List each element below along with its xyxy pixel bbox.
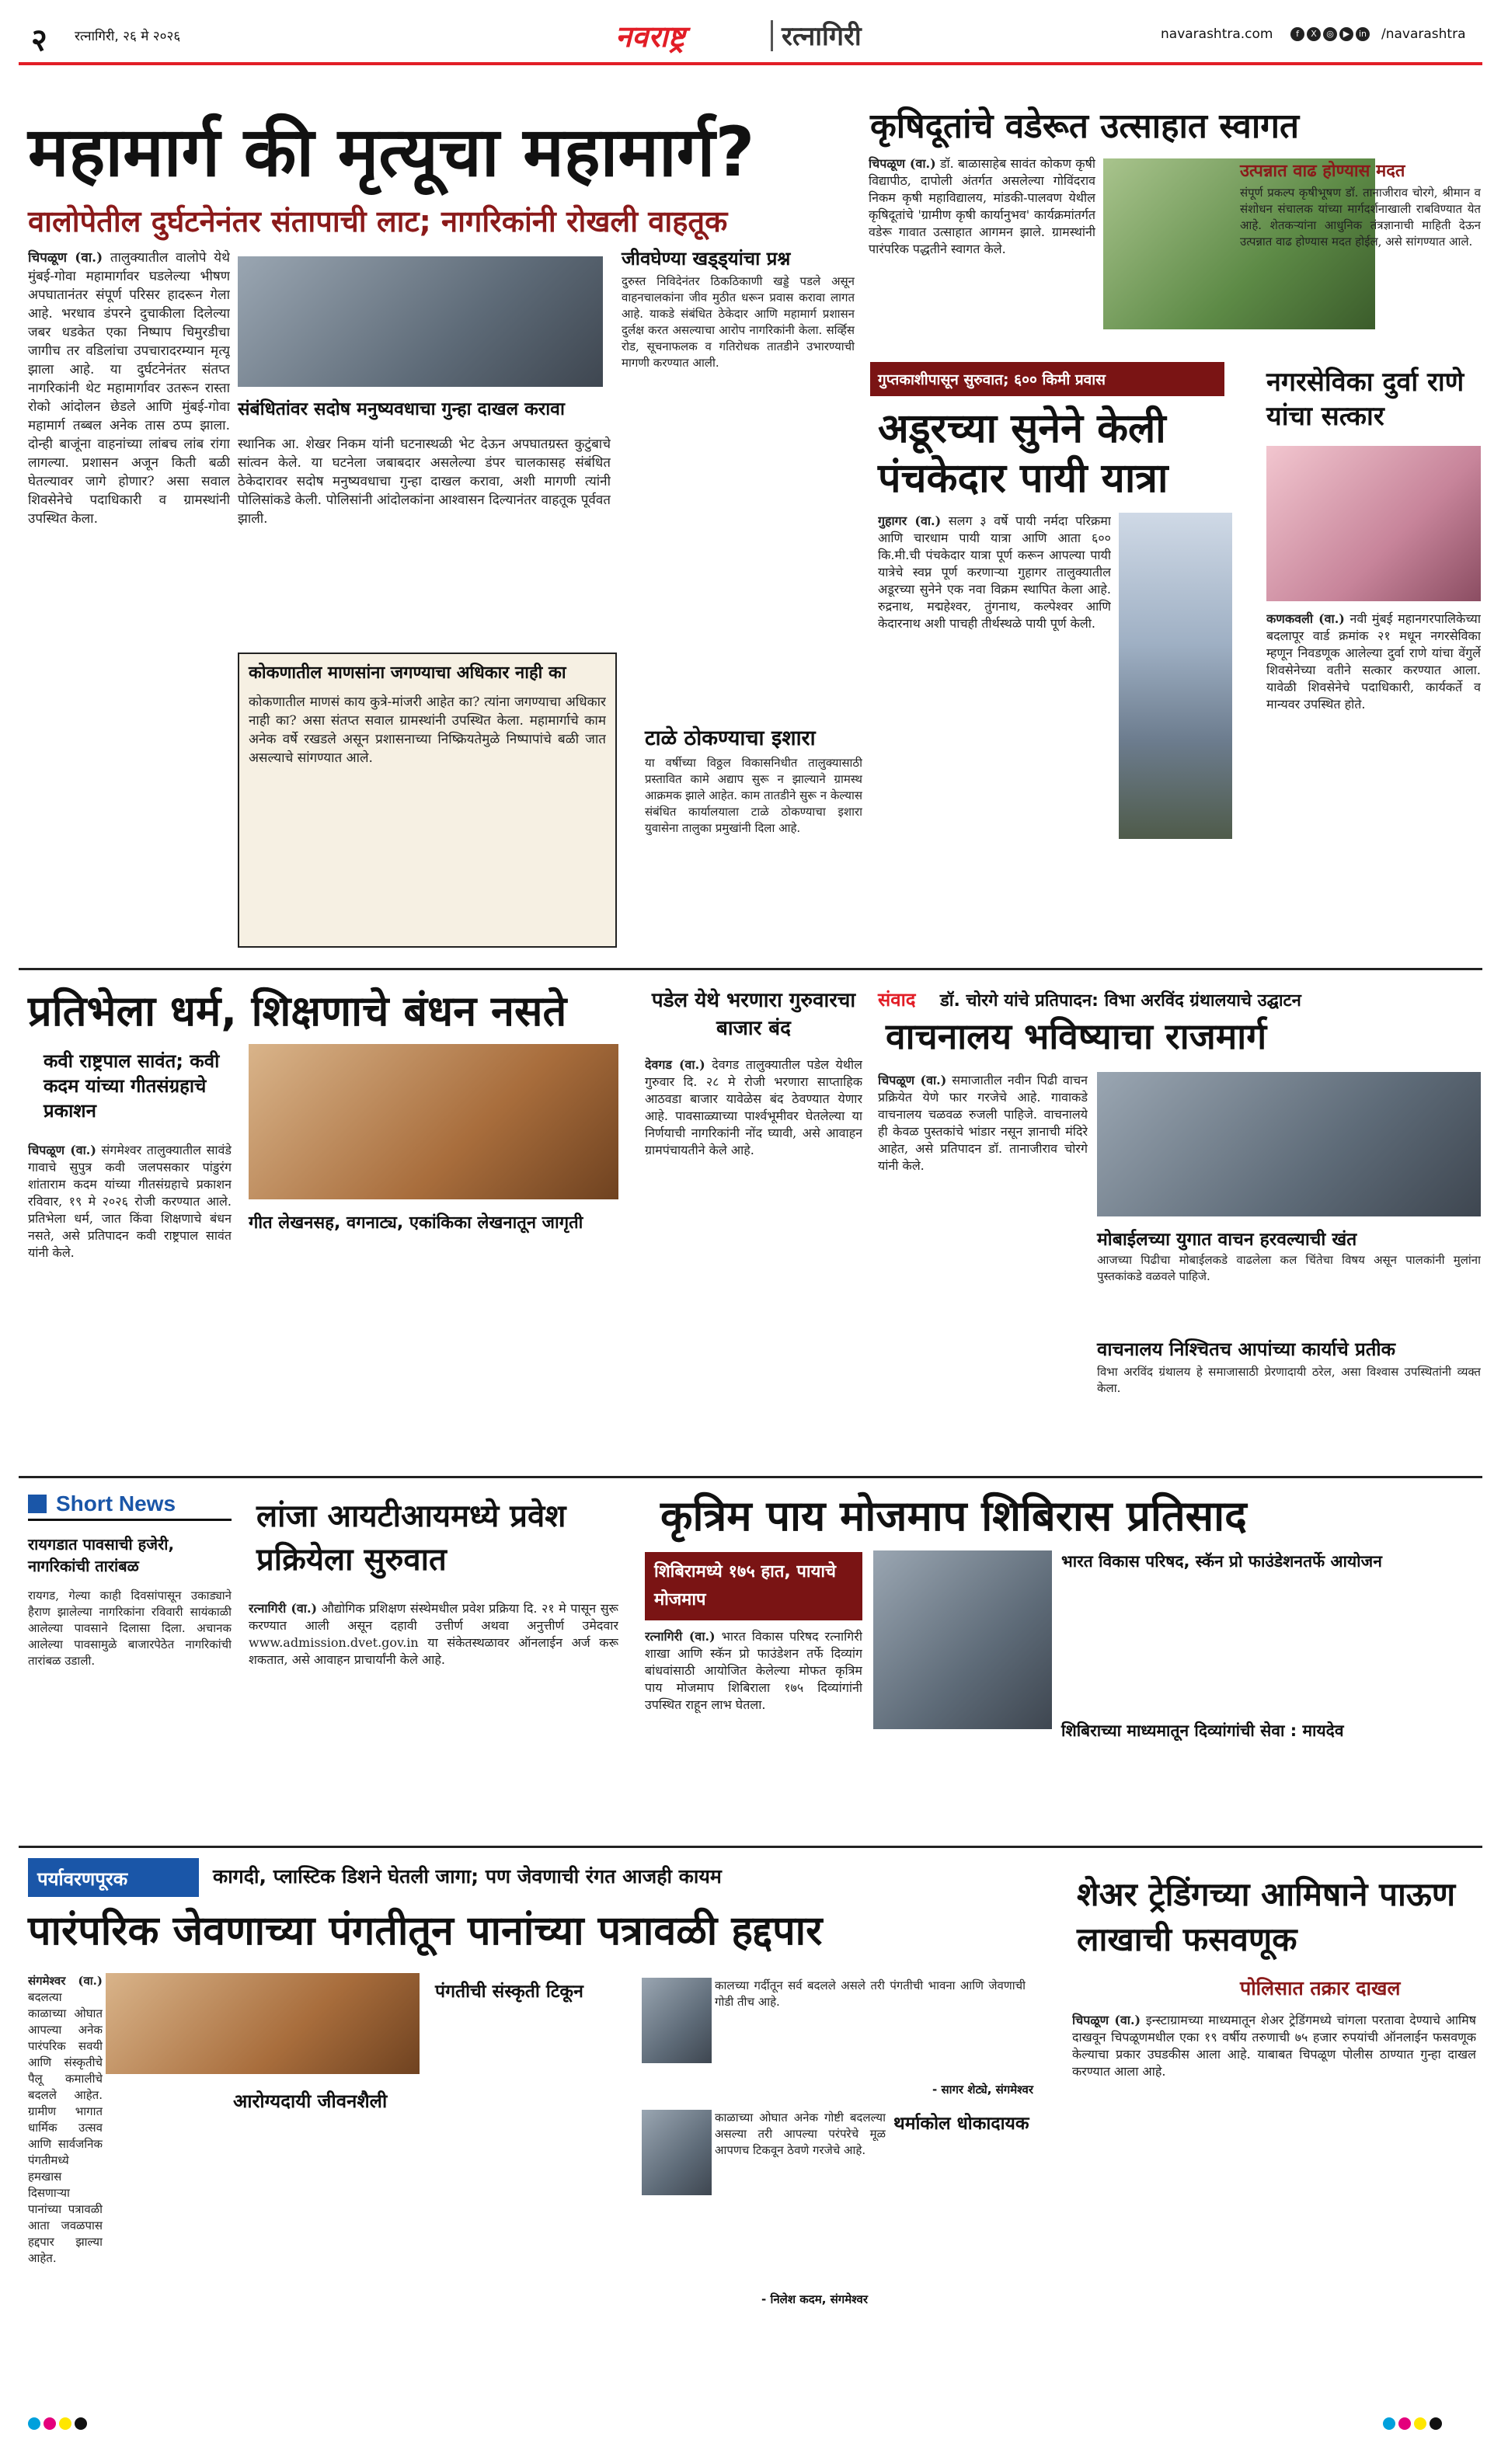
paryavaran-dateline: संगमेश्वर (वा.) bbox=[28, 1974, 103, 1988]
paay-side-title: भारत विकास परिषद, स्कॅन प्रो फाउंडेशनतर्फे आयोजन bbox=[1061, 1552, 1382, 1571]
vachan-sub1-body: आजच्या पिढीचा मोबाईलकडे वाढलेला कल चिंतेचा विषय असून पालकांनी मुलांना पुस्तकांकडे वळवले पाहिजे. bbox=[1097, 1253, 1481, 1283]
lead-box-title: जीवघेण्या खड्ड्यांचा प्रश्न bbox=[622, 248, 791, 270]
short-news-label-box bbox=[28, 1490, 232, 1521]
section-divider-2 bbox=[19, 1476, 1482, 1478]
share-text: इन्स्टाग्रामच्या माध्यमातून शेअर ट्रेडिंगमध्ये चांगला परतावा देण्याचे आमिष दाखवून चिपळूणमधील एका १९ वर्षीय तरुणाची ७५ हजार रुपयांची ऑनलाईन फसवणूक केल्याचा प्रकार उघडकीस आला आहे. याबाबत चिपळूण पोलीस ठाण्यात गुन्हा दाखल करण्यात आला आहे. bbox=[1072, 2013, 1476, 2079]
gupt-kicker-box bbox=[870, 362, 1224, 396]
vachan-sub2-body: विभा अरविंद ग्रंथालय हे समाजासाठी प्रेरणादायी ठरेल, असा विश्वास उपस्थितांनी व्यक्त केला. bbox=[1097, 1365, 1481, 1395]
section-divider-3 bbox=[19, 1846, 1482, 1848]
paay-caption: शिबिराच्या माध्यमातून दिव्यांगांची सेवा : मायदेव bbox=[1061, 1721, 1344, 1740]
dharma-caption: गीत लेखनसह, वगनाट्य, एकांकिका लेखनातून जागृती bbox=[249, 1213, 583, 1233]
vachan-kicker: संवाद bbox=[878, 989, 916, 1011]
social-handle: /navarashtra bbox=[1381, 26, 1466, 42]
krushi-dateline: चिपळूण (वा.) bbox=[869, 156, 936, 171]
gupt-body bbox=[878, 513, 1111, 901]
gupt-dateline: गुहागर (वा.) bbox=[878, 513, 942, 528]
vachan-headline: वाचनालय भविष्याचा राजमार्ग bbox=[886, 1015, 1267, 1057]
share-body bbox=[1072, 2012, 1476, 2377]
cyan-mark bbox=[28, 2417, 40, 2430]
edition-name: रत्नागिरी bbox=[782, 21, 862, 52]
facebook-icon[interactable]: f bbox=[1290, 27, 1304, 41]
quote1-photo bbox=[642, 1978, 712, 2063]
padele-dateline: देवगड (वा.) bbox=[645, 1057, 705, 1072]
gupt-photo bbox=[1119, 513, 1232, 839]
iti-dateline: रत्नागिरी (वा.) bbox=[249, 1601, 318, 1616]
padele-headline: पडेल येथे भरणारा गुरुवारचा बाजार बंद bbox=[651, 989, 856, 1040]
paryavaran-sub2: आरोग्यदायी जीवनशैली bbox=[233, 2090, 388, 2112]
short-news-icon bbox=[28, 1495, 47, 1513]
paryavaran-sub3: थर्माकोल धोकादायक bbox=[893, 2114, 1029, 2134]
instagram-icon[interactable]: ◎ bbox=[1323, 27, 1337, 41]
yellow-mark-right bbox=[1414, 2417, 1426, 2430]
iti-text: औद्योगिक प्रशिक्षण संस्थेमधील प्रवेश प्रक्रिया दि. २१ मे पासून सुरू करण्यात आली असून दहावी उत्तीर्ण अथवा अनुत्तीर्ण उमेदवार www.admission.dvet.gov.in या संकेतस्थळावर ऑनलाईन अर्ज करू शकतात, असे आवाहन प्राचार्यांनी केले आहे. bbox=[249, 1601, 618, 1667]
cyan-mark-right bbox=[1383, 2417, 1395, 2430]
nagarsevika-dateline: कणकवली (वा.) bbox=[1266, 611, 1345, 626]
paryavaran-badge bbox=[28, 1858, 199, 1897]
color-registration-marks-right bbox=[1383, 2417, 1445, 2433]
vachan-sub2: वाचनालय निश्चितच आपांच्या कार्याचे प्रतीक bbox=[1097, 1338, 1396, 1360]
paay-box bbox=[645, 1552, 862, 1620]
short-news-body: रायगड, गेल्या काही दिवसांपासून उकाड्याने हैराण झालेल्या नागरिकांना रविवारी सायंकाळी आलेल्या पावसाने दिलासा दिला. अचानक आलेल्या पावसामुळे बाजारपेठेत नागरिकांची तारांबळ उडाली. bbox=[28, 1589, 232, 1668]
yellow-mark bbox=[59, 2417, 71, 2430]
gupt-text: सलग ३ वर्षे पायी नर्मदा परिक्रमा आणि चारधाम पायी यात्रा आणि आता ६०० कि.मी.ची पंचकेदार यात्रा पूर्ण करून आपल्या पायी यात्रेचे स्वप्न पूर्ण करणाऱ्या गुहागर तालुक्यातील अडूरच्या सुनेने एक नवा विक्रम स्थापित केला आहे. रुद्रनाथ, मद्महेश्वर, तुंगनाथ, कल्पेश्वर आणि केदारनाथ अशी पाचही तीर्थस्थळे पायी पूर्ण केली. bbox=[878, 513, 1111, 631]
short-news-label: Short News bbox=[56, 1491, 176, 1516]
share-dateline: चिपळूण (वा.) bbox=[1072, 2013, 1141, 2027]
section-divider bbox=[19, 968, 1482, 970]
paryavaran-quote2-by: - निलेश कदम, संगमेश्वर bbox=[761, 2292, 869, 2306]
dharma-dateline: चिपळूण (वा.) bbox=[28, 1143, 96, 1157]
lead-info-body: कोकणातील माणसं काय कुत्रे-मांजरी आहेत का? त्यांना जगण्याचा अधिकार नाही का? असा संतप्त सवाल ग्रामस्थांनी उपस्थित केला. महामार्गाचे काम अनेक वर्षे रखडले असून प्रशासनाच्या निष्क्रियतेमुळे निष्पापांचे बळी जात असल्याचे सांगण्यात आले. bbox=[249, 694, 606, 766]
x-icon[interactable]: X bbox=[1307, 27, 1321, 41]
paryavaran-badge-text: पर्यावरणपूरक bbox=[37, 1868, 128, 1890]
paryavaran-body bbox=[28, 1973, 103, 2393]
youtube-icon[interactable]: ▶ bbox=[1339, 27, 1353, 41]
magenta-mark bbox=[44, 2417, 56, 2430]
nagarsevika-body bbox=[1266, 611, 1481, 968]
dharma-headline: प्रतिभेला धर्म, शिक्षणाचे बंधन नसते bbox=[28, 987, 567, 1035]
vachan-dateline: चिपळूण (वा.) bbox=[878, 1073, 947, 1088]
paay-headline: कृत्रिम पाय मोजमाप शिबिरास प्रतिसाद bbox=[660, 1491, 1247, 1540]
gupt-headline: अडूरच्या सुनेने केली पंचकेदार पायी यात्रा bbox=[878, 405, 1168, 502]
linkedin-icon[interactable]: in bbox=[1356, 27, 1370, 41]
gupt-kicker: गुप्तकाशीपासून सुरुवात; ६०० किमी प्रवास bbox=[878, 371, 1106, 388]
paryavaran-photo bbox=[106, 1973, 420, 2074]
black-mark bbox=[75, 2417, 87, 2430]
lead-quote-body: स्थानिक आ. शेखर निकम यांनी घटनास्थळी भेट देऊन अपघातग्रस्त कुटुंबाचे सांत्वन केले. या घटनेला जबाबदार असलेल्या डंपर चालकासह संबंधित ठेकेदारावर सदोष मनुष्यवधाचा गुन्हा दाखल करावा, अशी मागणी त्यांनी पोलिसांकडे केली. पोलिसांनी आंदोलकांना आश्वासन दिल्यानंतर वाहतूक पूर्ववत झाली. bbox=[238, 437, 611, 527]
site-url[interactable]: navarashtra.com bbox=[1161, 26, 1273, 42]
padele-text: देवगड तालुक्यातील पडेल येथील गुरुवार दि. २८ मे रोजी भरणारा साप्ताहिक आठवडा बाजार यावेळेस बंद ठेवण्यात येणार आहे. पावसाळ्याच्या पार्श्वभूमीवर घेतलेल्या या निर्णयाची नागरिकांनी नोंद घ्यावी, असे आवाहन ग्रामपंचायतीने केले आहे. bbox=[645, 1057, 862, 1157]
krushi-headline: कृषिदूतांचे वडेरूत उत्साहात स्वागत bbox=[870, 106, 1300, 146]
iti-headline: लांजा आयटीआयमध्ये प्रवेश प्रक्रियेला सुरुवात bbox=[256, 1498, 566, 1578]
lead-subheadline: वालोपेतील दुर्घटनेनंतर संतापाची लाट; नागरिकांनी रोखली वाहतूक bbox=[28, 204, 728, 238]
lead-text: तालुक्यातील वालोपे येथे मुंबई-गोवा महामार्गावर घडलेल्या भीषण अपघातानंतर संपूर्ण परिसर हादरून गेला आहे. भरधाव डंपरने दुचाकीला दिलेल्या जबर धडकेत एका निष्पाप चिमुरडीचा जागीच तर वडिलांचा उपचारादरम्यान मृत्यू झाला आहे. या दुर्घटनेनंतर संतप्त नागरिकांनी थेट महामार्गावर उतरून रास्ता रोको आंदोलन छेडले आणि मुंबई-गोवा महामार्ग तब्बल अनेक तास ठप्प झाला. दोन्ही बाजूंना वाहनांच्या लांबच लांब रांगा लागल्या. प्रशासन अजून किती बळी घेतल्यावर जागे होणार? असा सवाल शिवसेनेचे पदाधिकारी व ग्रामस्थांनी उपस्थित केला. bbox=[28, 250, 230, 527]
lead-body bbox=[28, 249, 230, 948]
social-icons bbox=[1288, 25, 1370, 41]
black-mark-right bbox=[1430, 2417, 1442, 2430]
paay-dateline: रत्नागिरी (वा.) bbox=[645, 1629, 716, 1644]
lead-info-box bbox=[238, 653, 617, 948]
vachan-text: समाजातील नवीन पिढी वाचन प्रक्रियेत येणे फार गरजेचे आहे. गावाकडे वाचनालय चळवळ रुजली पाहिजे. वाचनालये ही केवळ पुस्तकांचे भांडार नसून ज्ञानाची मंदिरे आहेत, असे प्रतिपादन डॉ. तानाजीराव चोरगे यांनी केले. bbox=[878, 1073, 1088, 1173]
nagarsevika-headline: नगरसेविका दुर्वा राणे यांचा सत्कार bbox=[1266, 367, 1464, 432]
nagarsevika-text: नवी मुंबई महानगरपालिकेच्या बदलापूर वार्ड क्रमांक २१ मधून नगरसेविका म्हणून निवडणूक आलेल्या दुर्वा राणे यांचा वेंगुर्ले शिवसेनेच्या वतीने सत्कार करण्यात आला. यावेळी शिवसेनेचे पदाधिकारी, कार्यकर्ते व मान्यवर उपस्थित होते. bbox=[1266, 611, 1481, 712]
krushi-side-title: उत्पन्नात वाढ होण्यास मदत bbox=[1240, 162, 1405, 181]
share-sub: पोलिसात तक्रार दाखल bbox=[1240, 1977, 1401, 1999]
vachan-kicker2: डॉ. चोरगे यांचे प्रतिपादन: विभा अरविंद ग्रंथालयाचे उद्घाटन bbox=[940, 991, 1301, 1011]
short-news-title: रायगडात पावसाची हजेरी, नागरिकांची तारांबळ bbox=[28, 1535, 175, 1575]
lead-dateline: चिपळूण (वा.) bbox=[28, 250, 103, 266]
paryavaran-quote1: कालच्या गर्दीतून सर्व बदलले असले तरी पंगतीची भावना आणि जेवणाची गोडी तीच आहे. bbox=[715, 1979, 1026, 2009]
vachan-photo bbox=[1097, 1072, 1481, 1216]
dharma-text: संगमेश्वर तालुक्यातील सावंडे गावाचे सुपुत्र कवी जलपसकार पांडुरंग शांताराम कदम यांच्या गीतसंग्रहाचे प्रकाशन रविवार, १९ मे २०२६ रोजी करण्यात आले. प्रतिभेला धर्म, जात किंवा शिक्षणाचे बंधन नसते, असे प्रतिपादन कवी राष्ट्रपाल सावंत यांनी केले. bbox=[28, 1143, 232, 1260]
masthead-divider bbox=[771, 20, 773, 51]
paryavaran-text: बदलत्या काळाच्या ओघात आपल्या अनेक पारंपरिक सवयी आणि संस्कृतीचे पैलू कमालीचे बदलले आहेत. ग्रामीण भागात धार्मिक उत्सव आणि सार्वजनिक पंगतीमध्ये हमखास दिसणाऱ्या पानांच्या पत्रावळी आता जवळपास हद्दपार झाल्या आहेत. bbox=[28, 1990, 103, 2265]
lead-headline: महामार्ग की मृत्यूचा महामार्ग? bbox=[28, 112, 755, 192]
page-date: रत्नागिरी, २६ मे २०२६ bbox=[75, 29, 181, 44]
krushi-body bbox=[869, 155, 1095, 342]
krushi-side-body: संपूर्ण प्रकल्प कृषीभूषण डॉ. तानाजीराव चोरगे, श्रीमान व संशोधन संचालक यांच्या मार्गदर्शनाखाली राबविण्यात येत आहे. शेतकऱ्यांना आधुनिक तंत्रज्ञानाची माहिती देऊन उत्पन्नात वाढ होण्यास मदत होईल, असे सांगण्यात आले. bbox=[1240, 186, 1481, 249]
paay-body bbox=[645, 1628, 862, 1838]
iti-body bbox=[249, 1600, 618, 1833]
paryavaran-quote2: काळाच्या ओघात अनेक गोष्टी बदलल्या असल्या तरी आपल्या परंपरेचे मूळ आपणच टिकवून ठेवणे गरजेचे आहे. bbox=[715, 2111, 886, 2157]
lead-photo bbox=[238, 256, 603, 387]
paay-box-text: शिबिरामध्ये १७५ हात, पायाचे मोजमाप bbox=[654, 1562, 836, 1610]
color-registration-marks bbox=[28, 2417, 90, 2433]
taale-headline: टाळे ठोकण्याचा इशारा bbox=[645, 726, 816, 750]
padele-body bbox=[645, 1056, 862, 1460]
share-headline: शेअर ट्रेडिंगच्या आमिषाने पाऊण लाखाची फसवणूक bbox=[1077, 1875, 1456, 1958]
magenta-mark-right bbox=[1398, 2417, 1411, 2430]
paryavaran-sub1: पंगतीची संस्कृती टिकून bbox=[435, 1982, 583, 2002]
paryavaran-headline: पारंपरिक जेवणाच्या पंगतीतून पानांच्या पत्रावळी हद्दपार bbox=[28, 1908, 823, 1954]
brand-logo: नवराष्ट्र bbox=[615, 19, 685, 54]
paay-text: भारत विकास परिषद रत्नागिरी शाखा आणि स्कॅन प्रो फाउंडेशन तर्फे दिव्यांग बांधवांसाठी आयोजित केलेल्या मोफत कृत्रिम पाय मोजमाप शिबिराला १७५ दिव्यांगांनी उपस्थित राहून लाभ घेतला. bbox=[645, 1629, 862, 1712]
vachan-sub1: मोबाईलच्या युगात वाचन हरवल्याची खंत bbox=[1097, 1230, 1357, 1250]
dharma-side: कवी राष्ट्रपाल सावंत; कवी कदम यांच्या गीतसंग्रहाचे प्रकाशन bbox=[44, 1050, 220, 1122]
masthead bbox=[0, 0, 1501, 65]
lead-info-title: कोकणातील माणसांना जगण्याचा अधिकार नाही का bbox=[249, 663, 566, 683]
vachan-body bbox=[878, 1072, 1088, 1398]
page-number: २ bbox=[31, 23, 47, 58]
quote2-photo bbox=[642, 2110, 712, 2195]
lead-quote-title: संबंधितांवर सदोष मनुष्यवधाचा गुन्हा दाखल करावा bbox=[238, 399, 565, 419]
taale-body: या वर्षीच्या विठ्ठल विकासनिधीत तालुक्यासाठी प्रस्तावित कामे अद्याप सुरू न झाल्याने ग्रामस्थ आक्रमक झाले आहेत. काम तातडीने सुरू न केल्यास संबंधित कार्यालयाला टाळे ठोकण्याचा इशारा युवासेना तालुका प्रमुखांनी दिला आहे. bbox=[645, 756, 862, 835]
paryavaran-kicker: कागदी, प्लास्टिक डिशने घेतली जागा; पण जेवणाची रंगत आजही कायम bbox=[213, 1865, 722, 1888]
short-news-box bbox=[28, 1490, 232, 1832]
paay-photo bbox=[873, 1550, 1052, 1729]
paryavaran-quote1-by: - सागर शेट्ये, संगमेश्वर bbox=[932, 2083, 1034, 2097]
dharma-body bbox=[28, 1142, 232, 1468]
lead-box-body: दुरुस्त निविदेनंतर ठिकठिकाणी खड्डे पडले असून वाहनचालकांना जीव मुठीत धरून प्रवास करावा लागत आहे. याकडे संबंधित ठेकेदार आणि महामार्ग प्रशासन दुर्लक्ष करत असल्याचा आरोप नागरिकांनी केला. सर्व्हिस रोड, सूचनाफलक व गतिरोधक तातडीने उभारण्याची मागणी करण्यात आली. bbox=[622, 274, 855, 370]
masthead-rule bbox=[19, 62, 1482, 65]
dharma-photo bbox=[249, 1044, 618, 1199]
krushi-text: डॉ. बाळासाहेब सावंत कोकण कृषी विद्यापीठ, दापोली अंतर्गत असलेल्या गोविंदराव निकम कृषी महाविद्यालय, मांडकी-पालवण येथील कृषिदूतांचे 'ग्रामीण कृषी कार्यानुभव' कार्यक्रमांतर्गत वडेरू गावात उत्साहात आगमन झाले. ग्रामस्थांनी पारंपरिक पद्धतीने स्वागत केले. bbox=[869, 156, 1095, 256]
nagarsevika-photo bbox=[1266, 446, 1481, 601]
